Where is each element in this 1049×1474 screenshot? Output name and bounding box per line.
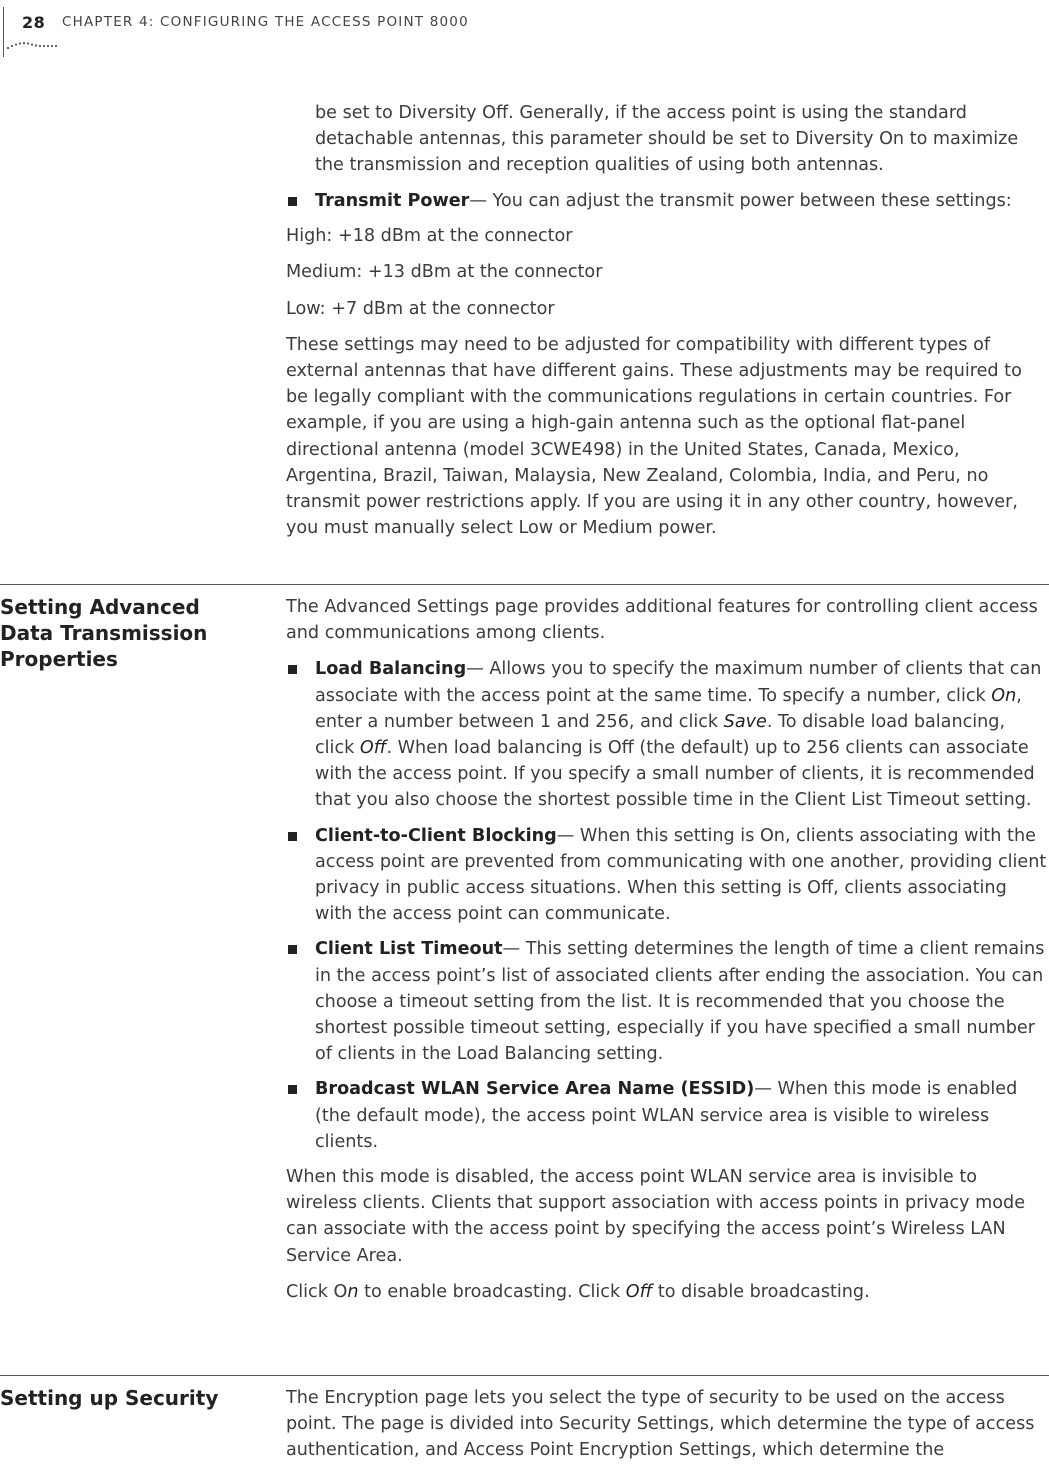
section-divider	[0, 1375, 1049, 1376]
load-balancing-text: — Allows you to specify the maximum number of clients that can associate with the access point at the same time. To specify a number, click	[315, 659, 1042, 706]
bullet-icon	[288, 197, 297, 206]
page-number: 28	[22, 13, 46, 32]
click-text: to enable broadcasting. Click	[358, 1281, 626, 1302]
advanced-list	[286, 656, 1049, 1155]
power-setting-low: Low: +7 dBm at the connector	[286, 298, 555, 319]
section-divider	[0, 584, 1049, 585]
section-heading-advanced: Setting Advanced Data Transmission Properties	[0, 595, 208, 671]
ui-off-label: Off	[359, 738, 387, 759]
load-balancing-text: . To disable load balancing, click	[315, 711, 1006, 759]
advanced-section	[286, 594, 1049, 1315]
header-rule	[3, 7, 4, 57]
ui-save-label: Save	[723, 711, 767, 732]
ui-off-label: Off	[625, 1281, 653, 1302]
load-balancing-term: Load Balancing	[315, 659, 467, 680]
dotted-ornament	[6, 38, 60, 50]
load-balancing-text: , enter a number between 1 and 256, and click	[315, 685, 1022, 732]
chapter-title: CHAPTER 4: CONFIGURING THE ACCESS POINT 8000	[62, 14, 469, 30]
essid-item	[286, 1076, 1049, 1155]
power-setting-high: High: +18 dBm at the connector	[286, 226, 573, 247]
load-balancing-text: . When load balancing is Off (the default) up to 256 clients can associate with the access point. If you specify a small number of clients, it is recommended that you also choose the shortest possible time in the Client List Timeout setting.	[315, 738, 1035, 811]
client-blocking-text: — When this setting is On, clients associating with the access point are prevented from communicating with one another, providing client privacy in public access situations. When this setting is Off, clients associating with the access point can communicate.	[315, 825, 1047, 925]
transmit-power-list	[286, 188, 1049, 214]
load-balancing-item	[286, 656, 1049, 813]
ui-on-label: On	[991, 685, 1017, 706]
transmit-power-item	[286, 188, 1049, 214]
advanced-intro: The Advanced Settings page provides additional features for controlling client access and communications among clients.	[286, 597, 1038, 644]
page-header	[0, 0, 1049, 60]
client-timeout-term: Client List Timeout	[315, 939, 503, 960]
bullet-icon	[288, 945, 297, 954]
transmit-power-section	[286, 188, 1049, 551]
power-note: These settings may need to be adjusted for compatibility with different types of external antennas that have different gains. These adjustments may be required to be legally compliant with the communications regulations in certain countries. For example, if you are using a high-gain antenna such as the optional flat-panel directional antenna (model 3CWE498) in the United States, Canada, Mexico, Argentina, Brazil, Taiwan, Malaysia, New Zealand, Colombia, India, and Peru, no transmit power restrictions apply. If you are using it in any other country, however, you must manually select Low or Medium power.	[286, 334, 1022, 539]
diversity-continuation: be set to Diversity Off. Generally, if the access point is using the standard detachable antennas, this parameter should be set to Diversity On to maximize the transmission and reception qualities of using both antennas.	[315, 103, 1019, 176]
security-text: The Encryption page lets you select the type of security to be used on the access point. The page is divided into Security Settings, which determine the type of access authentication, and Access Point Encryption Settings, which determine the	[286, 1388, 1035, 1461]
client-blocking-item	[286, 823, 1049, 928]
section-heading-security: Setting up Security	[0, 1386, 219, 1410]
bullet-icon	[288, 1085, 297, 1094]
antenna-section	[315, 100, 1049, 189]
essid-disabled-text: When this mode is disabled, the access point WLAN service area is invisible to wireless clients. Clients that support association with access points in privacy mode can associate with the access point by specifying the access point’s Wireless LAN Service Area.	[286, 1167, 1026, 1266]
client-blocking-term: Client-to-Client Blocking	[315, 825, 557, 846]
click-text: Click O	[286, 1281, 348, 1302]
essid-term: Broadcast WLAN Service Area Name (ESSID)	[315, 1079, 755, 1100]
ui-on-label: n	[347, 1281, 359, 1302]
client-timeout-text: — This setting determines the length of time a client remains in the access point’s list of associated clients after ending the association. You can choose a timeout setting from the list. It is recommended that you choose the shortest possible timeout setting, especially if you have specified a small number of clients in the Load Balancing setting.	[315, 939, 1045, 1065]
essid-click-text	[286, 1279, 1049, 1305]
bullet-icon	[288, 665, 297, 674]
transmit-power-text: — You can adjust the transmit power between these settings:	[469, 191, 1012, 211]
essid-text: — When this mode is enabled (the default mode), the access point WLAN service area is visible to wireless clients.	[315, 1079, 1018, 1152]
power-setting-medium: Medium: +13 dBm at the connector	[286, 262, 603, 283]
click-text: to disable broadcasting.	[652, 1281, 870, 1302]
transmit-power-term: Transmit Power	[315, 191, 470, 211]
client-timeout-item	[286, 936, 1049, 1067]
bullet-icon	[288, 832, 297, 841]
security-section	[286, 1385, 1049, 1474]
